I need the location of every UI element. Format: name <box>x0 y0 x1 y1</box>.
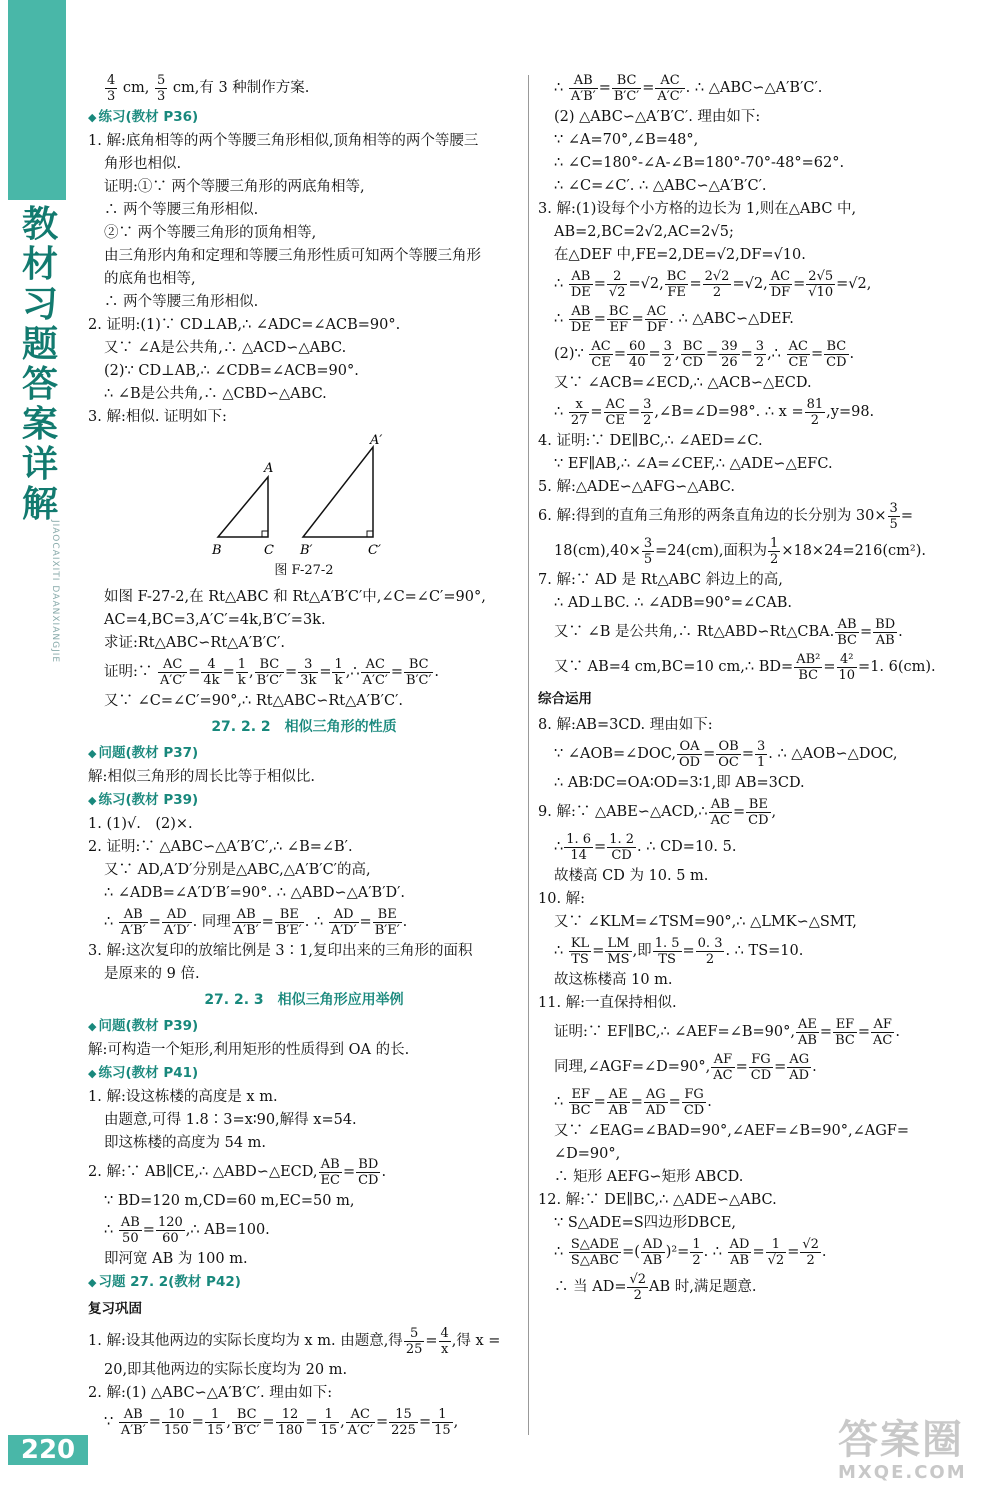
text-line: ∴ 两个等腰三角形相似. <box>104 294 259 310</box>
vertex-label: A <box>264 461 274 476</box>
text-line: 又∵ ∠C=∠C′=90°,∴ Rt△ABC∽Rt△A′B′C′. <box>104 693 403 709</box>
book-title-char: 题 <box>21 324 58 365</box>
book-title-char: 习 <box>21 284 58 325</box>
text-line: 又∵ ∠KLM=∠TSM=90°,∴ △LMK∽△SMT, <box>554 914 857 930</box>
text-line: ∴ $\frac{AB}{A'B'}$ = $\frac{BC}{B'C'}$ = $\frac{AC}{A'C'}$ . ∴ △ABC∽△A′B′C′. <box>554 72 823 104</box>
text-line: 2. 解:∵ AB∥CE,∴ △ABD∽△ECD, $\frac{AB}{EC}$ = $\frac{BD}{CD}$ . <box>88 1156 387 1188</box>
triangle-figure <box>88 432 520 582</box>
text-line: 在△DEF 中,FE=2,DE=√2,DF=√10. <box>554 247 806 263</box>
text-line: ∵ BD=120 m,CD=60 m,EC=50 m, <box>104 1193 355 1209</box>
text-line: 6. 解:得到的直角三角形的两条直角边的长分别为 30× $\frac{3}{5}$ = <box>538 500 913 532</box>
text-line: ②∵ 两个等腰三角形的顶角相等, <box>104 225 317 241</box>
sidebar-green-bar <box>8 0 66 200</box>
text-line: 证明:∵ $\frac{AC}{A'C'}$ = $\frac{4}{4k}$ = $\frac{1}{k}$ , $\frac{BC}{B'C'}$ = $\frac{3}{3k}$ = $\frac{1}{k}$ ,∴ $\frac{AC}{A'C'}$ = $\frac{BC}{B'C'}$ . <box>104 656 440 688</box>
text-line: 2. 解:(1) △ABC∽△A′B′C′. 理由如下: <box>88 1385 333 1401</box>
text-line: 即这栋楼的高度为 54 m. <box>104 1135 267 1151</box>
text-line: 12. 解:∵ DE∥BC,∴ △ADE∽△ABC. <box>538 1192 777 1208</box>
left-column <box>88 70 520 1440</box>
text-line: ∴ ∠ADB=∠A′D′B′=90°. ∴ △ABD∽△A′B′D′. <box>104 885 406 901</box>
page-number: 220 <box>8 1435 88 1465</box>
text-line: ∴ AB∶DC=OA∶OD=3∶1,即 AB=3CD. <box>554 775 805 791</box>
similar-triangles-diagram <box>208 432 428 562</box>
text-line: 又∵ ∠A是公共角,∴ △ACD∽△ABC. <box>104 340 347 356</box>
text-line: ∠D=90°, <box>554 1146 621 1162</box>
text-line: AB=2,BC=2√2,AC=2√5; <box>554 224 734 240</box>
book-title-char: 答 <box>21 364 58 405</box>
subheading: 复习巩固 <box>88 1301 142 1317</box>
text-line: 3. 解:(1)设每个小方格的边长为 1,则在△ABC 中, <box>538 201 857 217</box>
text-line: 如图 F-27-2,在 Rt△ABC 和 Rt△A′B′C′中,∠C=∠C′=90°, <box>104 589 486 605</box>
text-line: 10. 解: <box>538 891 586 907</box>
text-line: ∴ $\frac{x}{27}$ = $\frac{AC}{CE}$ = $\frac{3}{2}$ ,∠B=∠D=98°. ∴ x = $\frac{81}{2}$ ,y=98. <box>554 396 875 428</box>
text-line: (2) △ABC∽△A′B′C′. 理由如下: <box>554 109 761 125</box>
text-line: 2. 证明:(1)∵ CD⊥AB,∴ ∠ADC=∠ACB=90°. <box>88 317 401 333</box>
section-heading: ◆ 问题(教材 P37) <box>88 742 520 765</box>
watermark-url: MXQE.COM <box>838 1462 967 1483</box>
section-heading: ◆ 练习(教材 P41) <box>88 1062 520 1085</box>
figure-caption: 图 F-27-2 <box>274 563 334 578</box>
text-line: ∴ $\frac{KL}{TS}$ = $\frac{LM}{MS}$ ,即 $\frac{1. 5}{TS}$ = $\frac{0. 3}{2}$ . ∴ TS=10. <box>554 935 804 967</box>
text-line: 证明:∵ EF∥BC,∴ ∠AEF=∠B=90°, $\frac{AE}{AB}$ = $\frac{EF}{BC}$ = $\frac{AF}{AC}$ . <box>554 1016 900 1048</box>
text-line: ∵ S△ADE=S四边形DBCE, <box>554 1215 737 1231</box>
text-line: 又∵ AD,A′D′分别是△ABC,△A′B′C′的高, <box>104 862 371 878</box>
book-title-char: 材 <box>21 244 58 285</box>
text-line: ∴ $\frac{AB}{50}$ = $\frac{120}{60}$ ,∴ AB=100. <box>104 1214 270 1246</box>
text-line: 故这栋楼高 10 m. <box>554 972 673 988</box>
subsection-title: 27. 2. 2 相似三角形的性质 <box>211 719 397 735</box>
text-line: AC=4,BC=3,A′C′=4k,B′C′=3k. <box>104 612 326 628</box>
section-heading: ◆ 练习(教材 P36) <box>88 106 520 129</box>
fraction: $\frac{4}{3}$ <box>107 72 116 104</box>
text-line: 9. 解:∵ △ABE∽△ACD,∴ $\frac{AB}{AC}$ = $\frac{BE}{CD}$ , <box>538 796 777 828</box>
section-heading: ◆ 习题 27. 2(教材 P42) <box>88 1271 520 1294</box>
text-line: 8. 解:AB=3CD. 理由如下: <box>538 717 713 733</box>
text-line: ∴ 两个等腰三角形相似. <box>104 202 259 218</box>
text-line: 证明:①∵ 两个等腰三角形的两底角相等, <box>104 179 365 195</box>
text-line: 1. 解:设其他两边的实际长度均为 x m. 由题意,得 $\frac{5}{25}$ = $\frac{4}{x}$ ,得 x = <box>88 1325 501 1357</box>
text-line: 解:相似三角形的周长比等于相似比. <box>88 769 315 785</box>
text-line: 11. 解:一直保持相似. <box>538 995 677 1011</box>
text-line: 5. 解:△ADE∽△AFG∽△ABC. <box>538 479 735 495</box>
book-title-char: 教 <box>21 204 58 245</box>
text-line: 又∵ AB=4 cm,BC=10 cm,∴ BD= $\frac{\text{AB²}}{BC}$ = $\frac{\text{4²}}{10}$ =1. 6(cm). <box>554 651 936 683</box>
text-line: 是原来的 9 倍. <box>104 966 200 982</box>
vertex-label: B′ <box>300 543 313 558</box>
watermark-logo <box>838 1418 988 1498</box>
text-line: ∴ ∠C=180°-∠A-∠B=180°-70°-48°=62°. <box>554 155 845 171</box>
subheading: 综合运用 <box>538 691 592 707</box>
right-column <box>538 70 983 1305</box>
book-title-char: 案 <box>21 404 58 445</box>
text-line: ∴ $\frac{\text{S△ADE}}{\text{S△ABC}}$ =( $\frac{AD}{AB}$ )²= $\frac{1}{2}$ . ∴ $\frac{AD}{AB}$ = $\frac{1}{√2}$ = $\frac{√2}{2}$ . <box>554 1236 827 1268</box>
book-title-char: 解 <box>21 484 58 525</box>
text-line: 3. 解:相似. 证明如下: <box>88 409 227 425</box>
book-title <box>20 205 60 525</box>
text-line: ∵ ∠A=70°,∠B=48°, <box>554 132 699 148</box>
vertex-label: C′ <box>368 543 381 558</box>
text-line: ∴ $\frac{1. 6}{14}$ = $\frac{1. 2}{CD}$ . ∴ CD=10. 5. <box>554 831 737 863</box>
subsection-title: 27. 2. 3 相似三角形应用举例 <box>204 992 404 1008</box>
text-line: 同理,∠AGF=∠D=90°, $\frac{AF}{AC}$ = $\frac{FG}{CD}$ = $\frac{AG}{AD}$ . <box>554 1051 817 1083</box>
text-line: (2)∵ CD⊥AB,∴ ∠CDB=∠ACB=90°. <box>104 363 359 379</box>
text-line: ∴ $\frac{EF}{BC}$ = $\frac{AE}{AB}$ = $\frac{AG}{AD}$ = $\frac{FG}{CD}$ . <box>554 1086 712 1118</box>
text-line: 的底角也相等, <box>104 271 196 287</box>
text-line: 1. (1)√. (2)×. <box>88 816 193 832</box>
text-line: 7. 解:∵ AD 是 Rt△ABC 斜边上的高, <box>538 572 783 588</box>
text-line: 3. 解:这次复印的放缩比例是 3∶1,复印出来的三角形的面积 <box>88 943 473 959</box>
text-line: 角形也相似. <box>104 156 182 172</box>
book-title-pinyin: JIAOCAIXITI DAANXIANGJIE <box>50 520 60 664</box>
text-line: ∵ EF∥AB,∴ ∠A=∠CEF,∴ △ADE∽△EFC. <box>554 456 833 472</box>
text-line: 4. 证明:∵ DE∥BC,∴ ∠AED=∠C. <box>538 433 763 449</box>
text-line: 20,即其他两边的实际长度均为 20 m. <box>104 1362 348 1378</box>
sidebar <box>0 0 72 1502</box>
text-line: $\frac{4}{3}$ cm, $\frac{5}{3}$ cm,有 3 种制作方案. <box>107 72 310 104</box>
text-line: 由三角形内角和定理和等腰三角形性质可知两个等腰三角形 <box>104 248 481 264</box>
watermark-text: 答案圈 <box>838 1417 964 1463</box>
text-line: ∴ AD⊥BC. ∴ ∠ADB=90°=∠CAB. <box>554 595 793 611</box>
text-line: 又∵ ∠B 是公共角,∴ Rt△ABD∽Rt△CBA. $\frac{AB}{BC}$ = $\frac{BD}{AB}$ . <box>554 616 903 648</box>
text-line: 即河宽 AB 为 100 m. <box>104 1251 248 1267</box>
text-line: ∴ $\frac{AB}{DE}$ = $\frac{2}{√2}$ =√2, $\frac{BC}{FE}$ = $\frac{2√2}{2}$ =√2, $\frac{AC}{DF}$ = $\frac{2√5}{√10}$ =√2, <box>554 268 872 300</box>
vertex-label: C <box>264 543 274 558</box>
text-line: ∵ ∠AOB=∠DOC, $\frac{OA}{OD}$ = $\frac{OB}{OC}$ = $\frac{3}{1}$ . ∴ △AOB∽△DOC, <box>554 738 898 770</box>
text-line: 求证:Rt△ABC∽Rt△A′B′C′. <box>104 635 286 651</box>
text-line: 2. 证明:∵ △ABC∽△A′B′C′,∴ ∠B=∠B′. <box>88 839 353 855</box>
vertex-label: B <box>212 543 222 558</box>
text-line: ∴ 矩形 AEFG∽矩形 ABCD. <box>554 1169 744 1185</box>
text-line: 由题意,可得 1.8∶3=x∶90,解得 x=54. <box>104 1112 357 1128</box>
fraction: $\frac{5}{3}$ <box>156 72 166 104</box>
text-line: ∴ ∠C=∠C′. ∴ △ABC∽△A′B′C′. <box>554 178 767 194</box>
text-line: 1. 解:设这栋楼的高度是 x m. <box>88 1089 278 1105</box>
text-line: 18(cm),40× $\frac{3}{5}$ =24(cm),面积为 $\frac{1}{2}$ ×18×24=216(cm²). <box>554 535 926 567</box>
text-line: 又∵ ∠EAG=∠BAD=90°,∠AEF=∠B=90°,∠AGF= <box>554 1123 910 1139</box>
text-line: ∴ ∠B是公共角,∴ △CBD∽△ABC. <box>104 386 327 402</box>
text-line: 1. 解:底角相等的两个等腰三角形相似,顶角相等的两个等腰三 <box>88 133 479 149</box>
text-line: 解:可构造一个矩形,利用矩形的性质得到 OA 的长. <box>88 1042 410 1058</box>
text-line: ∵ $\frac{AB}{A'B'}$ = $\frac{10}{150}$ = $\frac{1}{15}$ , $\frac{BC}{B'C'}$ = $\frac{12}{180}$ = $\frac{1}{15}$ , $\frac{AC}{A'C'}$ = $\frac{15}{225}$ = $\frac{1}{15}$ , <box>104 1406 459 1438</box>
text-line: ∴ 当 AD= $\frac{√2}{2}$ AB 时,满足题意. <box>554 1271 757 1303</box>
text-line: ∴ $\frac{AB}{DE}$ = $\frac{BC}{EF}$ = $\frac{AC}{DF}$ . ∴ △ABC∽△DEF. <box>554 303 794 335</box>
column-divider <box>528 75 529 1435</box>
text-line: 又∵ ∠ACB=∠ECD,∴ △ACB∽△ECD. <box>554 375 812 391</box>
vertex-label: A′ <box>370 433 383 448</box>
book-title-char: 详 <box>21 444 58 485</box>
text-line: (2)∵ $\frac{AC}{CE}$ = $\frac{60}{40}$ = $\frac{3}{2}$ , $\frac{BC}{CD}$ = $\frac{39}{26}$ = $\frac{3}{2}$ ,∴ $\frac{AC}{CE}$ = $\frac{BC}{CD}$ . <box>554 338 855 370</box>
section-heading: ◆ 练习(教材 P39) <box>88 789 520 812</box>
text-line: ∴ $\frac{AB}{A'B'}$ = $\frac{AD}{A'D'}$ . 同理 $\frac{AB}{A'B'}$ = $\frac{BE}{B'E'}$ . ∴ $\frac{AD}{A'D'}$ = $\frac{BE}{B'E'}$ . <box>104 906 408 938</box>
text-line: 故楼高 CD 为 10. 5 m. <box>554 868 709 884</box>
section-heading: ◆ 问题(教材 P39) <box>88 1015 520 1038</box>
